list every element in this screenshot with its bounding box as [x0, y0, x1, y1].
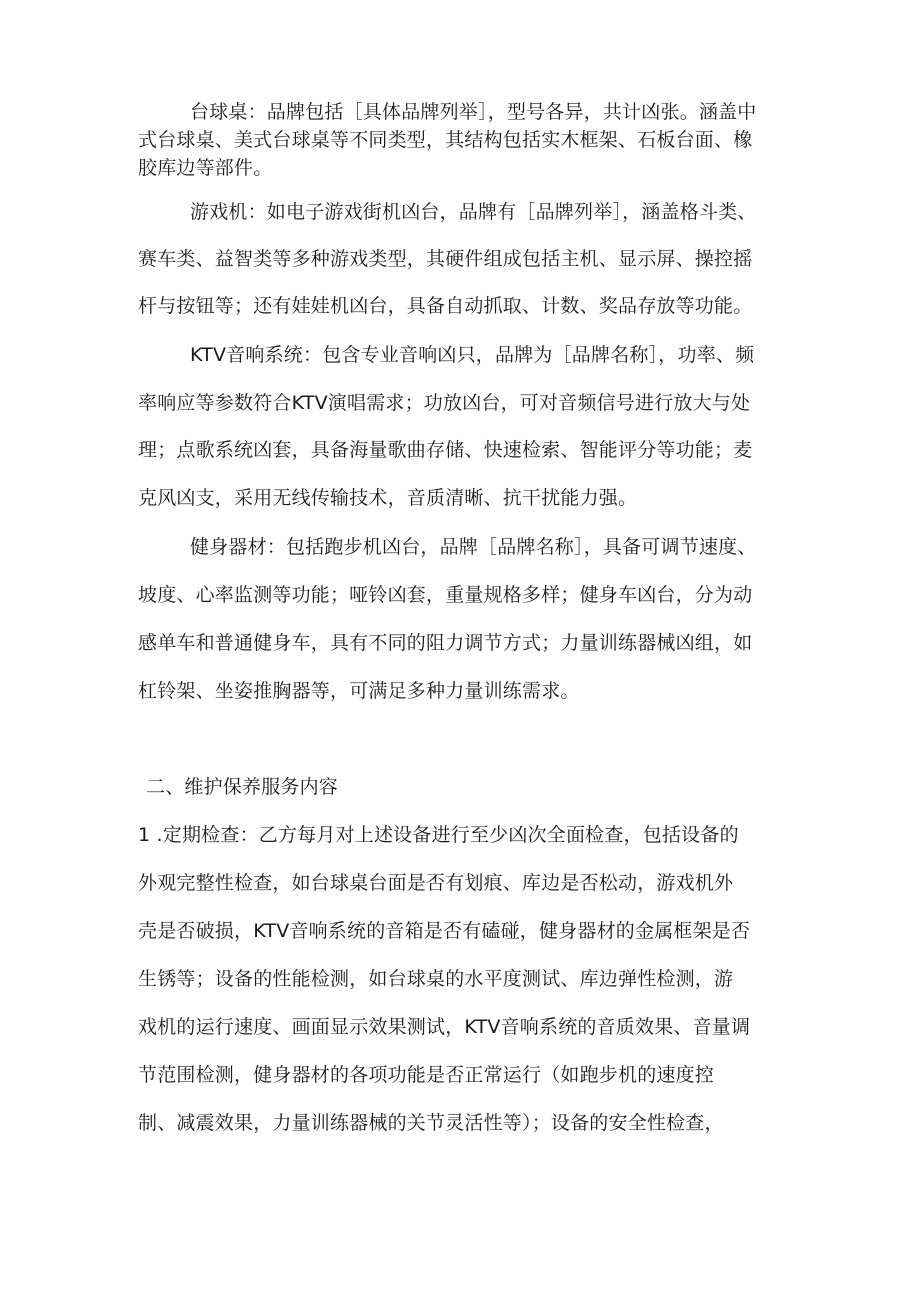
item1-line-7: 制、减震效果，力量训练器械的关节灵活性等）；设备的安全性检查， [138, 1112, 724, 1134]
item1-line-1: 1 .定期检查：乙方每月对上述设备进行至少凶次全面检查，包括设备的 [138, 824, 739, 846]
paragraph-billiards-line-2: 式台球桌、美式台球桌等不同类型，其结构包括实木框架、石板台面、橡 [138, 129, 753, 151]
paragraph-ktv-audio-line-4: 克风凶支，采用无线传输技术，音质清晰、抗干扰能力强。 [138, 487, 638, 509]
paragraph-billiards-line-3: 胶库边等部件。 [138, 157, 273, 179]
item1-line-2: 外观完整性检查，如台球桌台面是否有划痕、库边是否松动，游戏机外 [138, 872, 734, 894]
paragraph-ktv-audio-line-3: 理；点歌系统凶套，具备海量歌曲存储、快速检索、智能评分等功能；麦 [138, 439, 753, 461]
paragraph-billiards-line-1: 台球桌：品牌包括［具体品牌列举］，型号各异，共计凶张。涵盖中 [190, 101, 757, 123]
section-heading: 二、维护保养服务内容 [146, 776, 339, 798]
paragraph-ktv-audio-line-2: 率响应等参数符合KTV演唱需求；功放凶台，可对音频信号进行放大与处 [138, 392, 751, 414]
item1-line-4: 生锈等；设备的性能检测，如台球桌的水平度测试、库边弹性检测，游 [138, 968, 734, 990]
paragraph-ktv-audio-line-1: KTV音响系统：包含专业音响凶只，品牌为［品牌名称］，功率、频 [190, 344, 755, 366]
paragraph-fitness-line-4: 杠铃架、坐姿推胸器等，可满足多种力量训练需求。 [138, 680, 580, 702]
paragraph-fitness-line-3: 感单车和普通健身车，具有不同的阻力调节方式；力量训练器械凶组，如 [138, 632, 753, 654]
paragraph-game-machines-line-2: 赛车类、益智类等多种游戏类型，其硬件组成包括主机、显示屏、操控摇 [138, 248, 753, 270]
paragraph-game-machines-line-3: 杆与按钮等；还有娃娃机凶台，具备自动抓取、计数、奖品存放等功能。 [138, 295, 753, 317]
paragraph-fitness-line-2: 坡度、心率监测等功能；哑铃凶套，重量规格多样；健身车凶台，分为动 [138, 584, 753, 606]
paragraph-fitness-line-1: 健身器材：包括跑步机凶台，品牌［品牌名称］，具备可调节速度、 [190, 536, 757, 558]
item1-line-6: 节范围检测，健身器材的各项功能是否正常运行（如跑步机的速度控 [138, 1064, 715, 1086]
item1-line-3: 壳是否破损，KTV音响系统的音箱是否有磕碰，健身器材的金属框架是否 [138, 920, 751, 942]
item1-line-5: 戏机的运行速度、画面显示效果测试，KTV音响系统的音质效果、音量调 [138, 1016, 751, 1038]
paragraph-game-machines-line-1: 游戏机：如电子游戏街机凶台，品牌有［品牌列举］，涵盖格斗类、 [190, 201, 757, 223]
